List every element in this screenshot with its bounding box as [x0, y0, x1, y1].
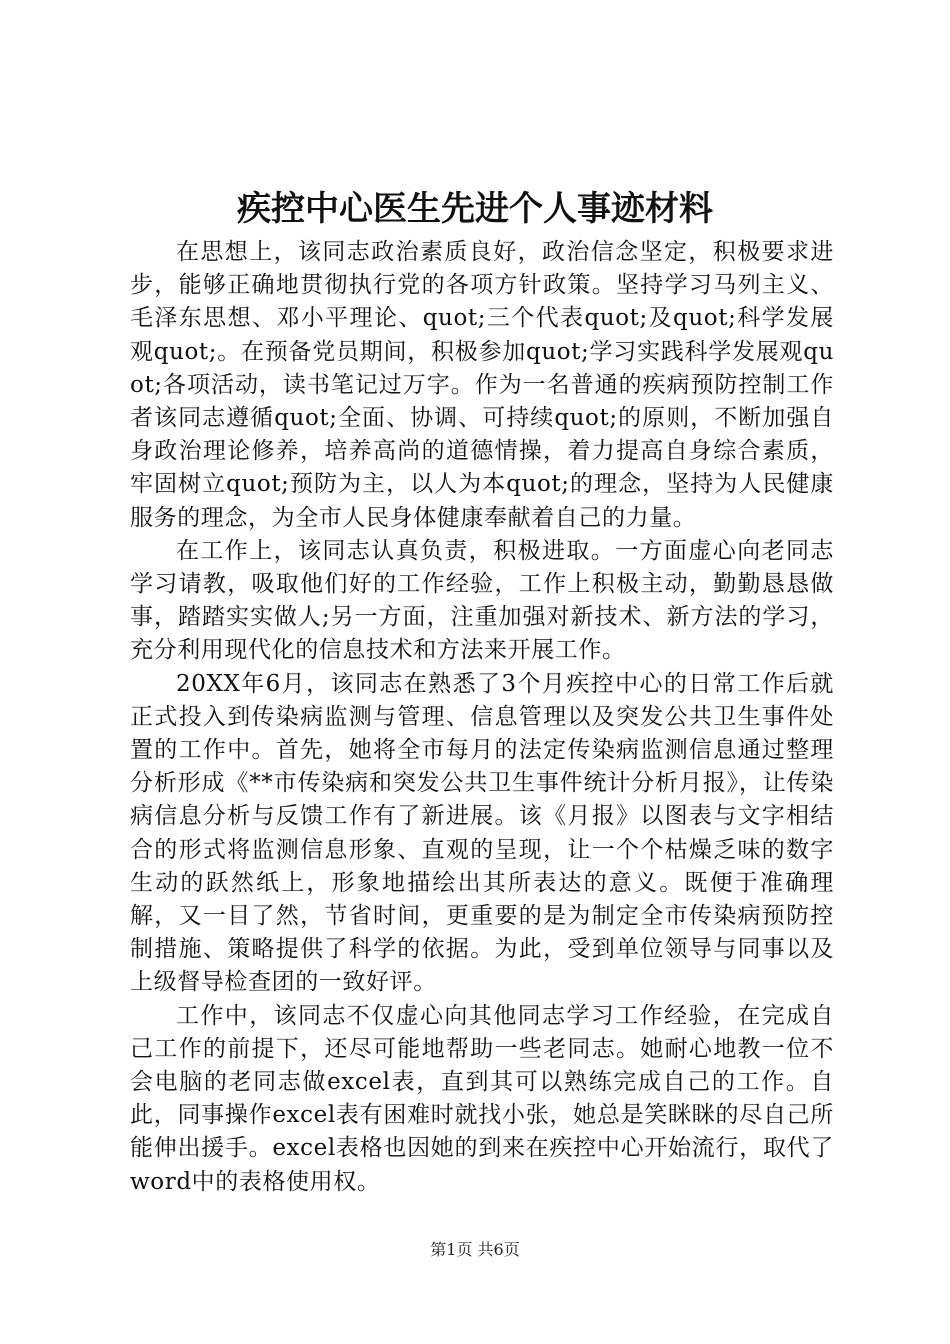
document-title: 疾控中心医生先进个人事迹材料: [237, 189, 713, 229]
paragraph-work-attitude: 在工作上，该同志认真负责，积极进取。一方面虚心向老同志学习请教，吸取他们好的工作经验，工作上积极主动，勤勤恳恳做事，踏踏实实做人;另一方面，注重加强对新技术、新方法的学习，充分利用现代化的信息技术和方法来开展工作。: [130, 537, 834, 664]
page-footer: 第1页 共6页: [430, 1240, 520, 1259]
document-body: [130, 236, 834, 1199]
paragraph-monthly-report: 20XX年6月，该同志在熟悉了3个月疾控中心的日常工作后就正式投入到传染病监测与管理、信息管理以及突发公共卫生事件处置的工作中。首先，她将全市每月的法定传染病监测信息通过整理分析形成《**市传染病和突发公共卫生事件统计分析月报》，让传染病信息分析与反馈工作有了新进展。该《月报》以图表与文字相结合的形式将监测信息形象、直观的呈现，让一个个枯燥乏味的数字生动的跃然纸上，形象地描绘出其所表达的意义。既便于准确理解，又一目了然，节省时间，更重要的是为制定全市传染病预防控制措施、策略提供了科学的依据。为此，受到单位领导与同事以及上级督导检查团的一致好评。: [130, 670, 834, 996]
paragraph-helping-colleagues: 工作中，该同志不仅虚心向其他同志学习工作经验，在完成自己工作的前提下，还尽可能地帮助一些老同志。她耐心地教一位不会电脑的老同志做excel表，直到其可以熟练完成自己的工作。自此，同事操作excel表有困难时就找小张，她总是笑眯眯的尽自己所能伸出援手。excel表格也因她的到来在疾控中心开始流行，取代了word中的表格使用权。: [130, 1002, 834, 1195]
paragraph-ideology: 在思想上，该同志政治素质良好，政治信念坚定，积极要求进步，能够正确地贯彻执行党的各项方针政策。坚持学习马列主义、毛泽东思想、邓小平理论、quot;三个代表quot;及quot;科学发展观quot;。在预备党员期间，积极参加quot;学习实践科学发展观quot;各项活动，读书笔记过万字。作为一名普通的疾病预防控制工作者该同志遵循quot;全面、协调、可持续quot;的原则，不断加强自身政治理论修养，培养高尚的道德情操，着力提高自身综合素质，牢固树立quot;预防为主，以人为本quot;的理念，坚持为人民健康服务的理念，为全市人民身体健康奉献着自己的力量。: [130, 239, 834, 531]
